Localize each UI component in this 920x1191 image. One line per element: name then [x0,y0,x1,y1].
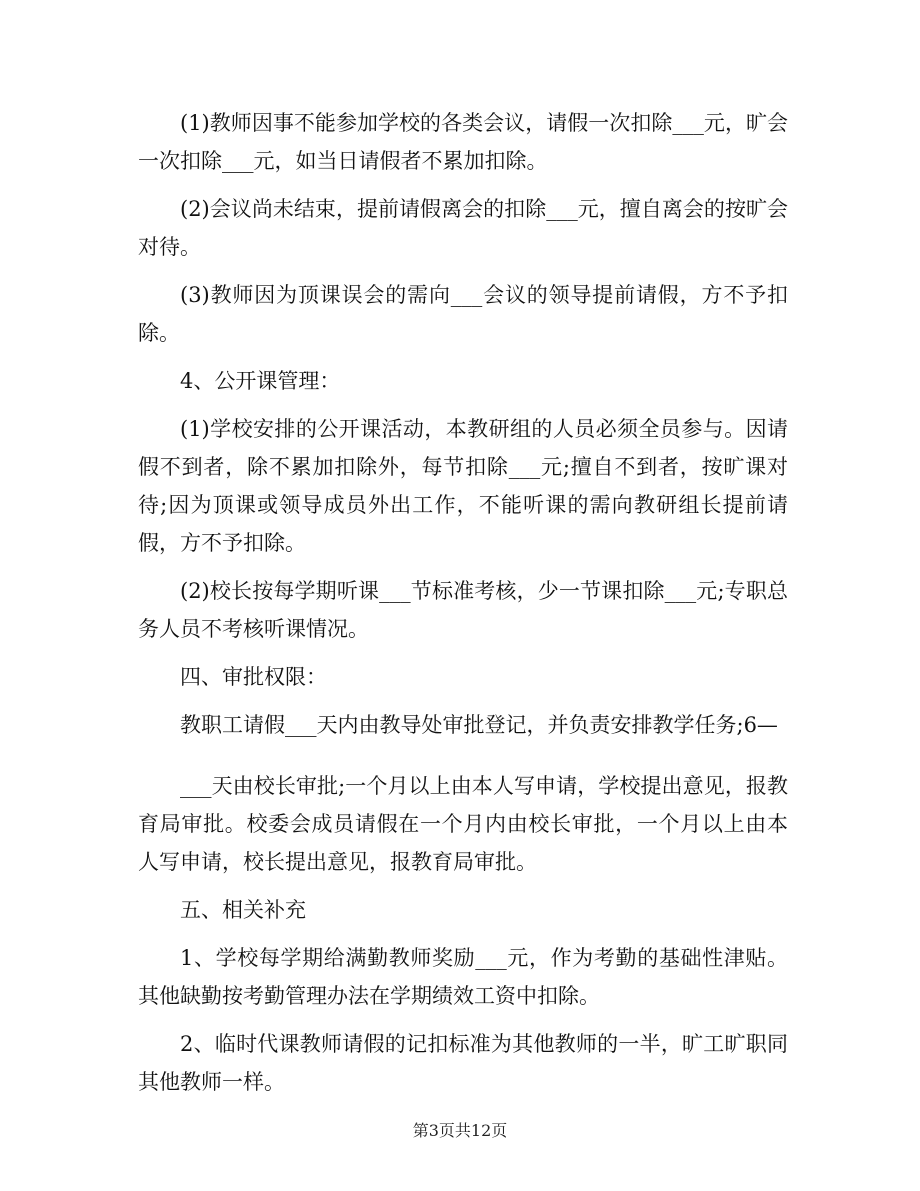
line-gap [138,744,788,767]
paragraph-principal-observation: (2)校长按每学期听课___节标准考核，少一节课扣除___元;专职总务人员不考核听课情况。 [138,579,788,641]
document-body [138,104,788,1111]
paragraph-substitute-leave: (3)教师因为顶课误会的需向___会议的领导提前请假，方不予扣除。 [138,283,788,345]
paragraph-temporary-teacher: 2、临时代课教师请假的记扣标准为其他教师的一半，旷工旷职同其他教师一样。 [138,1032,788,1094]
paragraph-approval-part2: ___天由校长审批;一个月以上由本人写申请，学校提出意见，报教育局审批。校委会成员请假在一个月内由校长审批，一个月以上由本人写申请，校长提出意见，报教育局审批。 [138,774,788,874]
paragraph-open-class-attendance: (1)学校安排的公开课活动，本教研组的人员必须全员参与。因请假不到者，除不累加扣除外，每节扣除___元;擅自不到者，按旷课对待;因为顶课或领导成员外出工作，不能听课的需向教研组长提前请假，方不予扣除。 [138,417,788,555]
section-approval-authority: 四、审批权限： [180,665,327,689]
paragraph-approval-part1: 教职工请假___天内由教导处审批登记，并负责安排教学任务;6— [180,713,778,737]
paragraph-early-leave: (2)会议尚未结束，提前请假离会的扣除___元，擅自离会的按旷会对待。 [138,197,788,259]
page-number: 第3页共12页 [412,1121,508,1140]
paragraph-meeting-absence: (1)教师因事不能参加学校的各类会议，请假一次扣除___元，旷会一次扣除___元，如当日请假者不累加扣除。 [138,111,788,173]
paragraph-attendance-bonus: 1、学校每学期给满勤教师奖励___元，作为考勤的基础性津贴。其他缺勤按考勤管理办法在学期绩效工资中扣除。 [138,946,788,1008]
section-supplement: 五、相关补充 [180,898,306,922]
section-open-class: 4、公开课管理： [180,369,341,393]
